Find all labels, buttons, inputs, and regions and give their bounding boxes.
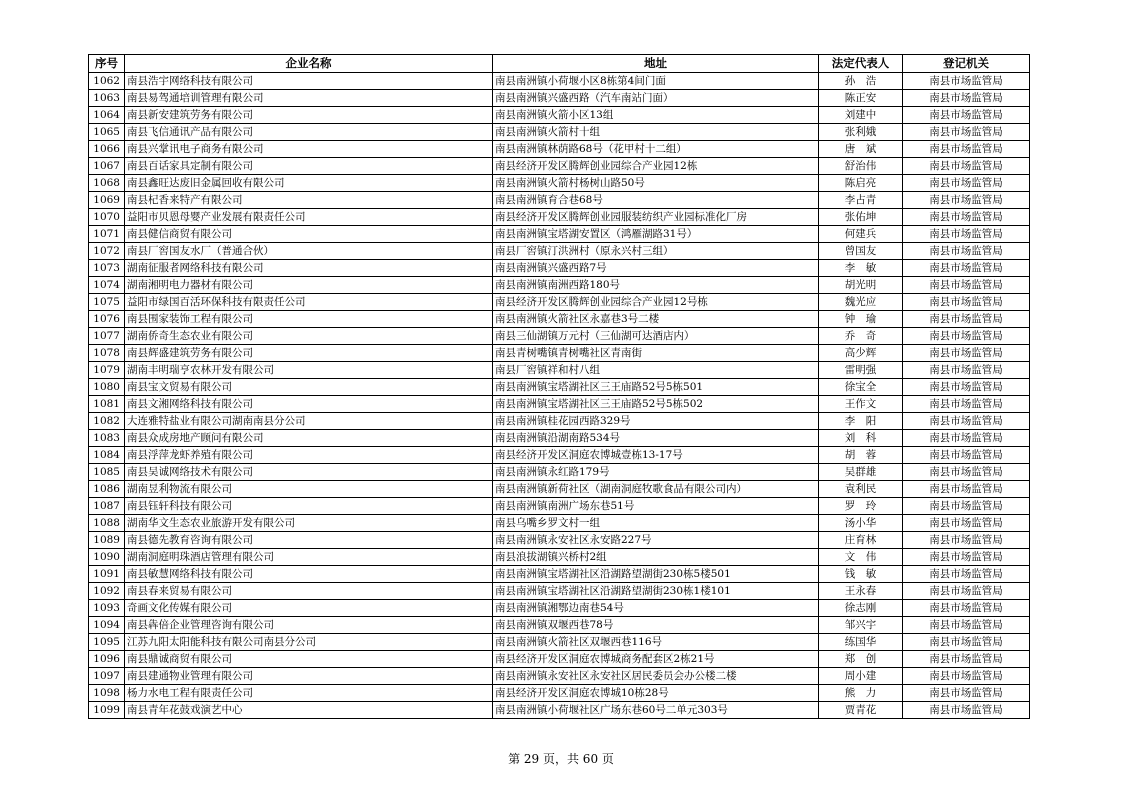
table-body [89, 73, 1030, 719]
table-row [89, 107, 1030, 124]
table-row [89, 226, 1030, 243]
cell-registration-authority: 南县市场监管局 [903, 192, 1030, 209]
cell-address: 南县南洲镇火箭小区13组 [493, 107, 819, 124]
cell-registration-authority: 南县市场监管局 [903, 464, 1030, 481]
cell-address: 南县经济开发区洞庭农博城10栋28号 [493, 685, 819, 702]
table-row [89, 124, 1030, 141]
table-row [89, 447, 1030, 464]
cell-serial-number: 1079 [89, 362, 125, 379]
cell-serial-number: 1066 [89, 141, 125, 158]
cell-registration-authority: 南县市场监管局 [903, 379, 1030, 396]
cell-address: 南县南洲镇火箭社区双堰西巷116号 [493, 634, 819, 651]
cell-company-name: 南县鑫旺达废旧金属回收有限公司 [125, 175, 493, 192]
cell-address: 南县南洲镇南洲广场东巷51号 [493, 498, 819, 515]
cell-serial-number: 1085 [89, 464, 125, 481]
header-serial-number: 序号 [89, 55, 125, 73]
cell-address: 南县三仙湖镇万元村（三仙湖可达酒店内） [493, 328, 819, 345]
cell-legal-representative: 陈正安 [819, 90, 903, 107]
table-row [89, 617, 1030, 634]
cell-serial-number: 1087 [89, 498, 125, 515]
cell-legal-representative: 李占青 [819, 192, 903, 209]
table-row [89, 396, 1030, 413]
cell-legal-representative: 袁利民 [819, 481, 903, 498]
table-row [89, 685, 1030, 702]
table-row [89, 600, 1030, 617]
cell-registration-authority: 南县市场监管局 [903, 549, 1030, 566]
cell-company-name: 湖南洞庭明珠酒店管理有限公司 [125, 549, 493, 566]
cell-company-name: 南县健信商贸有限公司 [125, 226, 493, 243]
page-number: 第 29 页，共 60 页 [508, 752, 614, 766]
cell-registration-authority: 南县市场监管局 [903, 328, 1030, 345]
cell-address: 南县南洲镇兴盛西路（汽车南站门面） [493, 90, 819, 107]
cell-company-name: 南县浮萍龙虾养殖有限公司 [125, 447, 493, 464]
table-row [89, 311, 1030, 328]
cell-legal-representative: 舒治伟 [819, 158, 903, 175]
cell-address: 南县南洲镇宝塔湖社区三王庙路52号5栋502 [493, 396, 819, 413]
table-row [89, 430, 1030, 447]
table-row [89, 73, 1030, 90]
cell-address: 南县南洲镇湘鄂边南巷54号 [493, 600, 819, 617]
table-row [89, 277, 1030, 294]
cell-address: 南县南洲镇南洲西路180号 [493, 277, 819, 294]
cell-company-name: 南县众成房地产顾问有限公司 [125, 430, 493, 447]
cell-legal-representative: 熊 力 [819, 685, 903, 702]
cell-serial-number: 1062 [89, 73, 125, 90]
cell-registration-authority: 南县市场监管局 [903, 311, 1030, 328]
table-header-row [89, 55, 1030, 73]
table-row [89, 668, 1030, 685]
table-row [89, 413, 1030, 430]
cell-serial-number: 1074 [89, 277, 125, 294]
cell-serial-number: 1095 [89, 634, 125, 651]
enterprise-registry-table [88, 54, 1030, 719]
cell-address: 南县经济开发区腾辉创业园服装纺织产业园标准化厂房 [493, 209, 819, 226]
cell-registration-authority: 南县市场监管局 [903, 243, 1030, 260]
cell-company-name: 南县围家装饰工程有限公司 [125, 311, 493, 328]
cell-serial-number: 1086 [89, 481, 125, 498]
cell-serial-number: 1071 [89, 226, 125, 243]
cell-registration-authority: 南县市场监管局 [903, 634, 1030, 651]
cell-serial-number: 1067 [89, 158, 125, 175]
table-row [89, 566, 1030, 583]
cell-registration-authority: 南县市场监管局 [903, 702, 1030, 719]
cell-company-name: 南县青年花鼓戏演艺中心 [125, 702, 493, 719]
cell-company-name: 湖南侨奇生态农业有限公司 [125, 328, 493, 345]
cell-legal-representative: 何建兵 [819, 226, 903, 243]
cell-serial-number: 1065 [89, 124, 125, 141]
cell-company-name: 南县宝文贸易有限公司 [125, 379, 493, 396]
cell-address: 南县南洲镇宝塔湖安置区（鸿雁湖路31号） [493, 226, 819, 243]
cell-legal-representative: 张佑坤 [819, 209, 903, 226]
cell-registration-authority: 南县市场监管局 [903, 396, 1030, 413]
cell-serial-number: 1077 [89, 328, 125, 345]
cell-legal-representative: 陈启亮 [819, 175, 903, 192]
cell-address: 南县浪拔湖镇兴桥村2组 [493, 549, 819, 566]
cell-legal-representative: 刘建中 [819, 107, 903, 124]
cell-address: 南县南洲镇宝塔湖社区沿湖路望湖街230栋5楼501 [493, 566, 819, 583]
cell-registration-authority: 南县市场监管局 [903, 294, 1030, 311]
cell-serial-number: 1097 [89, 668, 125, 685]
cell-company-name: 南县易驾通培训管理有限公司 [125, 90, 493, 107]
cell-company-name: 益阳市贝恩母婴产业发展有限责任公司 [125, 209, 493, 226]
cell-serial-number: 1092 [89, 583, 125, 600]
cell-serial-number: 1082 [89, 413, 125, 430]
cell-legal-representative: 魏光应 [819, 294, 903, 311]
cell-company-name: 江苏九阳太阳能科技有限公司南县分公司 [125, 634, 493, 651]
cell-legal-representative: 胡光明 [819, 277, 903, 294]
table-row [89, 379, 1030, 396]
cell-registration-authority: 南县市场监管局 [903, 345, 1030, 362]
cell-company-name: 湖南征服者网络科技有限公司 [125, 260, 493, 277]
cell-company-name: 湖南华文生态农业旅游开发有限公司 [125, 515, 493, 532]
cell-legal-representative: 钟 瑜 [819, 311, 903, 328]
cell-legal-representative: 庄育林 [819, 532, 903, 549]
cell-serial-number: 1083 [89, 430, 125, 447]
table-row [89, 634, 1030, 651]
cell-address: 南县经济开发区洞庭农博城壹栋13-17号 [493, 447, 819, 464]
cell-registration-authority: 南县市场监管局 [903, 226, 1030, 243]
cell-legal-representative: 曾国友 [819, 243, 903, 260]
cell-legal-representative: 钱 敏 [819, 566, 903, 583]
cell-serial-number: 1088 [89, 515, 125, 532]
cell-registration-authority: 南县市场监管局 [903, 107, 1030, 124]
cell-legal-representative: 吴群雄 [819, 464, 903, 481]
cell-registration-authority: 南县市场监管局 [903, 685, 1030, 702]
table-row [89, 328, 1030, 345]
cell-serial-number: 1084 [89, 447, 125, 464]
table-row [89, 532, 1030, 549]
cell-serial-number: 1090 [89, 549, 125, 566]
cell-registration-authority: 南县市场监管局 [903, 651, 1030, 668]
cell-company-name: 南县文湘网络科技有限公司 [125, 396, 493, 413]
cell-registration-authority: 南县市场监管局 [903, 617, 1030, 634]
cell-registration-authority: 南县市场监管局 [903, 668, 1030, 685]
cell-registration-authority: 南县市场监管局 [903, 158, 1030, 175]
table-row [89, 90, 1030, 107]
cell-serial-number: 1096 [89, 651, 125, 668]
cell-address: 南县南洲镇育合巷68号 [493, 192, 819, 209]
cell-company-name: 南县犇倍企业管理咨询有限公司 [125, 617, 493, 634]
cell-registration-authority: 南县市场监管局 [903, 481, 1030, 498]
cell-serial-number: 1070 [89, 209, 125, 226]
cell-legal-representative: 唐 斌 [819, 141, 903, 158]
cell-company-name: 南县浩宇网络科技有限公司 [125, 73, 493, 90]
cell-company-name: 南县鼎诚商贸有限公司 [125, 651, 493, 668]
cell-legal-representative: 李 阳 [819, 413, 903, 430]
cell-legal-representative: 贾青花 [819, 702, 903, 719]
cell-serial-number: 1069 [89, 192, 125, 209]
cell-company-name: 南县辉盛建筑劳务有限公司 [125, 345, 493, 362]
cell-legal-representative: 李 敏 [819, 260, 903, 277]
cell-serial-number: 1068 [89, 175, 125, 192]
cell-registration-authority: 南县市场监管局 [903, 175, 1030, 192]
cell-registration-authority: 南县市场监管局 [903, 260, 1030, 277]
cell-company-name: 大连雅特盐业有限公司湖南南县分公司 [125, 413, 493, 430]
cell-serial-number: 1073 [89, 260, 125, 277]
cell-company-name: 奇画文化传媒有限公司 [125, 600, 493, 617]
table-row [89, 345, 1030, 362]
cell-registration-authority: 南县市场监管局 [903, 515, 1030, 532]
cell-legal-representative: 罗 玲 [819, 498, 903, 515]
cell-address: 南县南洲镇兴盛西路7号 [493, 260, 819, 277]
cell-registration-authority: 南县市场监管局 [903, 447, 1030, 464]
cell-address: 南县南洲镇火箭村十组 [493, 124, 819, 141]
cell-legal-representative: 乔 奇 [819, 328, 903, 345]
cell-address: 南县南洲镇小荷堰社区广场东巷60号二单元303号 [493, 702, 819, 719]
table-row [89, 498, 1030, 515]
cell-company-name: 南县百话家具定制有限公司 [125, 158, 493, 175]
table-row [89, 175, 1030, 192]
cell-serial-number: 1063 [89, 90, 125, 107]
cell-serial-number: 1072 [89, 243, 125, 260]
cell-address: 南县厂窖镇汀洪洲村（原永兴村三组） [493, 243, 819, 260]
cell-address: 南县经济开发区腾辉创业园综合产业园12栋 [493, 158, 819, 175]
cell-registration-authority: 南县市场监管局 [903, 600, 1030, 617]
table-row [89, 515, 1030, 532]
cell-legal-representative: 孙 浩 [819, 73, 903, 90]
cell-address: 南县经济开发区腾辉创业园综合产业园12号栋 [493, 294, 819, 311]
cell-serial-number: 1064 [89, 107, 125, 124]
cell-address: 南县南洲镇林荫路68号（花甲村十二组） [493, 141, 819, 158]
cell-legal-representative: 郑 创 [819, 651, 903, 668]
cell-company-name: 南县德先教育咨询有限公司 [125, 532, 493, 549]
cell-address: 南县南洲镇双堰西巷78号 [493, 617, 819, 634]
cell-registration-authority: 南县市场监管局 [903, 583, 1030, 600]
cell-registration-authority: 南县市场监管局 [903, 566, 1030, 583]
cell-legal-representative: 王作文 [819, 396, 903, 413]
table-row [89, 702, 1030, 719]
cell-company-name: 南县兴掌讯电子商务有限公司 [125, 141, 493, 158]
cell-address: 南县厂窖镇祥和村八组 [493, 362, 819, 379]
cell-address: 南县南洲镇桂花园西路329号 [493, 413, 819, 430]
table-row [89, 209, 1030, 226]
cell-company-name: 南县厂窖国友水厂（普通合伙） [125, 243, 493, 260]
cell-address: 南县南洲镇永红路179号 [493, 464, 819, 481]
cell-company-name: 南县建通物业管理有限公司 [125, 668, 493, 685]
cell-address: 南县南洲镇永安社区永安路227号 [493, 532, 819, 549]
table-row [89, 464, 1030, 481]
cell-serial-number: 1080 [89, 379, 125, 396]
cell-address: 南县南洲镇宝塔湖社区三王庙路52号5栋501 [493, 379, 819, 396]
cell-company-name: 湖南丰明瑞亨农林开发有限公司 [125, 362, 493, 379]
cell-company-name: 南县钰轩科技有限公司 [125, 498, 493, 515]
cell-registration-authority: 南县市场监管局 [903, 124, 1030, 141]
cell-address: 南县经济开发区洞庭农博城商务配套区2栋21号 [493, 651, 819, 668]
cell-serial-number: 1094 [89, 617, 125, 634]
cell-registration-authority: 南县市场监管局 [903, 73, 1030, 90]
cell-legal-representative: 胡 蓉 [819, 447, 903, 464]
cell-registration-authority: 南县市场监管局 [903, 277, 1030, 294]
table-row [89, 158, 1030, 175]
table-row [89, 243, 1030, 260]
cell-company-name: 南县吴诚网络技术有限公司 [125, 464, 493, 481]
table-row [89, 583, 1030, 600]
cell-legal-representative: 徐宝全 [819, 379, 903, 396]
cell-address: 南县乌嘴乡罗文村一组 [493, 515, 819, 532]
cell-serial-number: 1081 [89, 396, 125, 413]
table-row [89, 549, 1030, 566]
table-row [89, 481, 1030, 498]
header-address: 地址 [493, 55, 819, 73]
cell-registration-authority: 南县市场监管局 [903, 362, 1030, 379]
header-registration-authority: 登记机关 [903, 55, 1030, 73]
cell-legal-representative: 刘 科 [819, 430, 903, 447]
cell-address: 南县南洲镇沿湖南路534号 [493, 430, 819, 447]
cell-serial-number: 1075 [89, 294, 125, 311]
cell-company-name: 南县飞信通讯产品有限公司 [125, 124, 493, 141]
cell-serial-number: 1091 [89, 566, 125, 583]
cell-legal-representative: 雷明强 [819, 362, 903, 379]
cell-legal-representative: 汤小华 [819, 515, 903, 532]
cell-address: 南县南洲镇新荷社区（湖南洞庭牧歌食品有限公司内） [493, 481, 819, 498]
cell-address: 南县南洲镇小荷堰小区8栋第4间门面 [493, 73, 819, 90]
cell-company-name: 南县杞香来特产有限公司 [125, 192, 493, 209]
cell-company-name: 湖南湘明电力器材有限公司 [125, 277, 493, 294]
table-row [89, 192, 1030, 209]
cell-registration-authority: 南县市场监管局 [903, 413, 1030, 430]
cell-serial-number: 1098 [89, 685, 125, 702]
cell-serial-number: 1093 [89, 600, 125, 617]
cell-company-name: 南县新安建筑劳务有限公司 [125, 107, 493, 124]
cell-address: 南县南洲镇火箭社区永嘉巷3号二楼 [493, 311, 819, 328]
cell-legal-representative: 练国华 [819, 634, 903, 651]
cell-company-name: 南县敏慧网络科技有限公司 [125, 566, 493, 583]
cell-registration-authority: 南县市场监管局 [903, 141, 1030, 158]
cell-address: 南县青树嘴镇青树嘴社区青南街 [493, 345, 819, 362]
cell-legal-representative: 周小建 [819, 668, 903, 685]
header-legal-representative: 法定代表人 [819, 55, 903, 73]
table-row [89, 362, 1030, 379]
cell-legal-representative: 张利娥 [819, 124, 903, 141]
cell-serial-number: 1089 [89, 532, 125, 549]
cell-registration-authority: 南县市场监管局 [903, 498, 1030, 515]
cell-company-name: 南县春来贸易有限公司 [125, 583, 493, 600]
cell-company-name: 杨力水电工程有限责任公司 [125, 685, 493, 702]
cell-address: 南县南洲镇永安社区永安社区居民委员会办公楼二楼 [493, 668, 819, 685]
cell-registration-authority: 南县市场监管局 [903, 430, 1030, 447]
table-row [89, 651, 1030, 668]
cell-legal-representative: 文 伟 [819, 549, 903, 566]
cell-registration-authority: 南县市场监管局 [903, 209, 1030, 226]
cell-address: 南县南洲镇宝塔湖社区沿湖路望湖街230栋1楼101 [493, 583, 819, 600]
table-row [89, 141, 1030, 158]
cell-legal-representative: 王永春 [819, 583, 903, 600]
cell-legal-representative: 邹兴宇 [819, 617, 903, 634]
table-row [89, 260, 1030, 277]
cell-legal-representative: 徐志刚 [819, 600, 903, 617]
cell-registration-authority: 南县市场监管局 [903, 90, 1030, 107]
cell-company-name: 益阳市绿国百活环保科技有限责任公司 [125, 294, 493, 311]
cell-serial-number: 1076 [89, 311, 125, 328]
cell-serial-number: 1078 [89, 345, 125, 362]
cell-legal-representative: 高少辉 [819, 345, 903, 362]
cell-address: 南县南洲镇火箭村杨树山路50号 [493, 175, 819, 192]
cell-serial-number: 1099 [89, 702, 125, 719]
table-row [89, 294, 1030, 311]
header-company-name: 企业名称 [125, 55, 493, 73]
cell-company-name: 湖南昱利物流有限公司 [125, 481, 493, 498]
cell-registration-authority: 南县市场监管局 [903, 532, 1030, 549]
